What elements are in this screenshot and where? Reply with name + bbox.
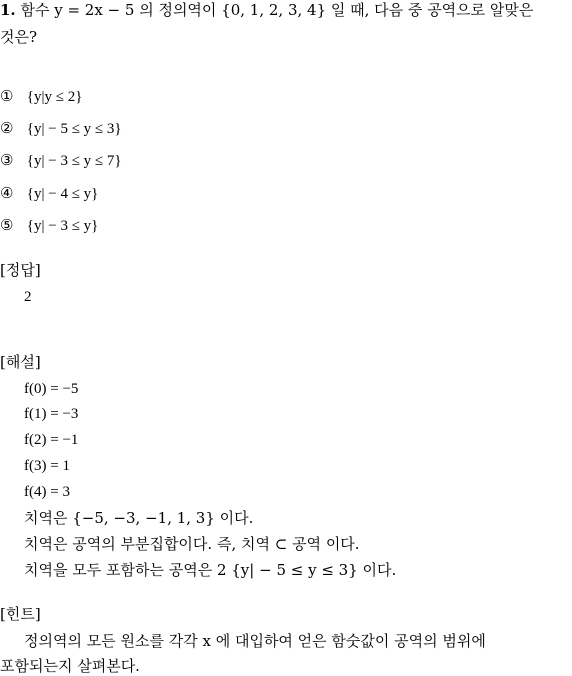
hint-line1: 정의역의 모든 원소를 각각 x 에 대입하여 얻은 함숫값이 공역의 범위에 <box>24 632 486 650</box>
explanation-line: 치역은 공역의 부분집합이다. 즉, 치역 ⊂ 공역 이다. <box>24 535 360 553</box>
question-number: 1. <box>0 1 16 19</box>
option-text: {y| − 4 ≤ y} <box>26 186 99 202</box>
option-mark: ① <box>0 87 14 105</box>
option-mark: ③ <box>0 151 14 169</box>
explanation-line: f(2) = −1 <box>24 432 79 448</box>
explanation-line: 치역은 {−5, −3, −1, 1, 3} 이다. <box>24 509 254 527</box>
option-mark: ② <box>0 119 14 137</box>
explanation-line: f(4) = 3 <box>24 484 70 500</box>
explanation-heading: [해설] <box>0 353 41 371</box>
option-1[interactable] <box>0 89 82 105</box>
option-3[interactable] <box>0 153 122 169</box>
option-5[interactable] <box>0 218 98 234</box>
option-text: {y|y ≤ 2} <box>26 89 83 105</box>
explanation-line: f(1) = −3 <box>24 406 79 422</box>
option-mark: ⑤ <box>0 216 14 234</box>
option-text: {y| − 3 ≤ y ≤ 7} <box>26 153 122 169</box>
option-mark: ④ <box>0 184 14 202</box>
option-4[interactable] <box>0 186 98 202</box>
answer-value: 2 <box>24 289 32 305</box>
explanation-line: f(3) = 1 <box>24 458 70 474</box>
question-text-line2: 것은? <box>0 28 38 46</box>
question-header <box>0 3 533 18</box>
hint-heading: [힌트] <box>0 605 41 623</box>
option-2[interactable] <box>0 121 122 137</box>
hint-line2: 포함되는지 살펴본다. <box>0 657 140 675</box>
explanation-line: 치역을 모두 포함하는 공역은 2 {y| − 5 ≤ y ≤ 3} 이다. <box>24 561 397 579</box>
explanation-line: f(0) = −5 <box>24 381 79 397</box>
option-text: {y| − 5 ≤ y ≤ 3} <box>26 121 122 137</box>
answer-heading: [정답] <box>0 261 41 279</box>
question-text-line1: 함수 y = 2x − 5 의 정의역이 {0, 1, 2, 3, 4} 일 때, 다음 중 공역으로 알맞은 <box>20 1 534 19</box>
option-text: {y| − 3 ≤ y} <box>26 218 99 234</box>
